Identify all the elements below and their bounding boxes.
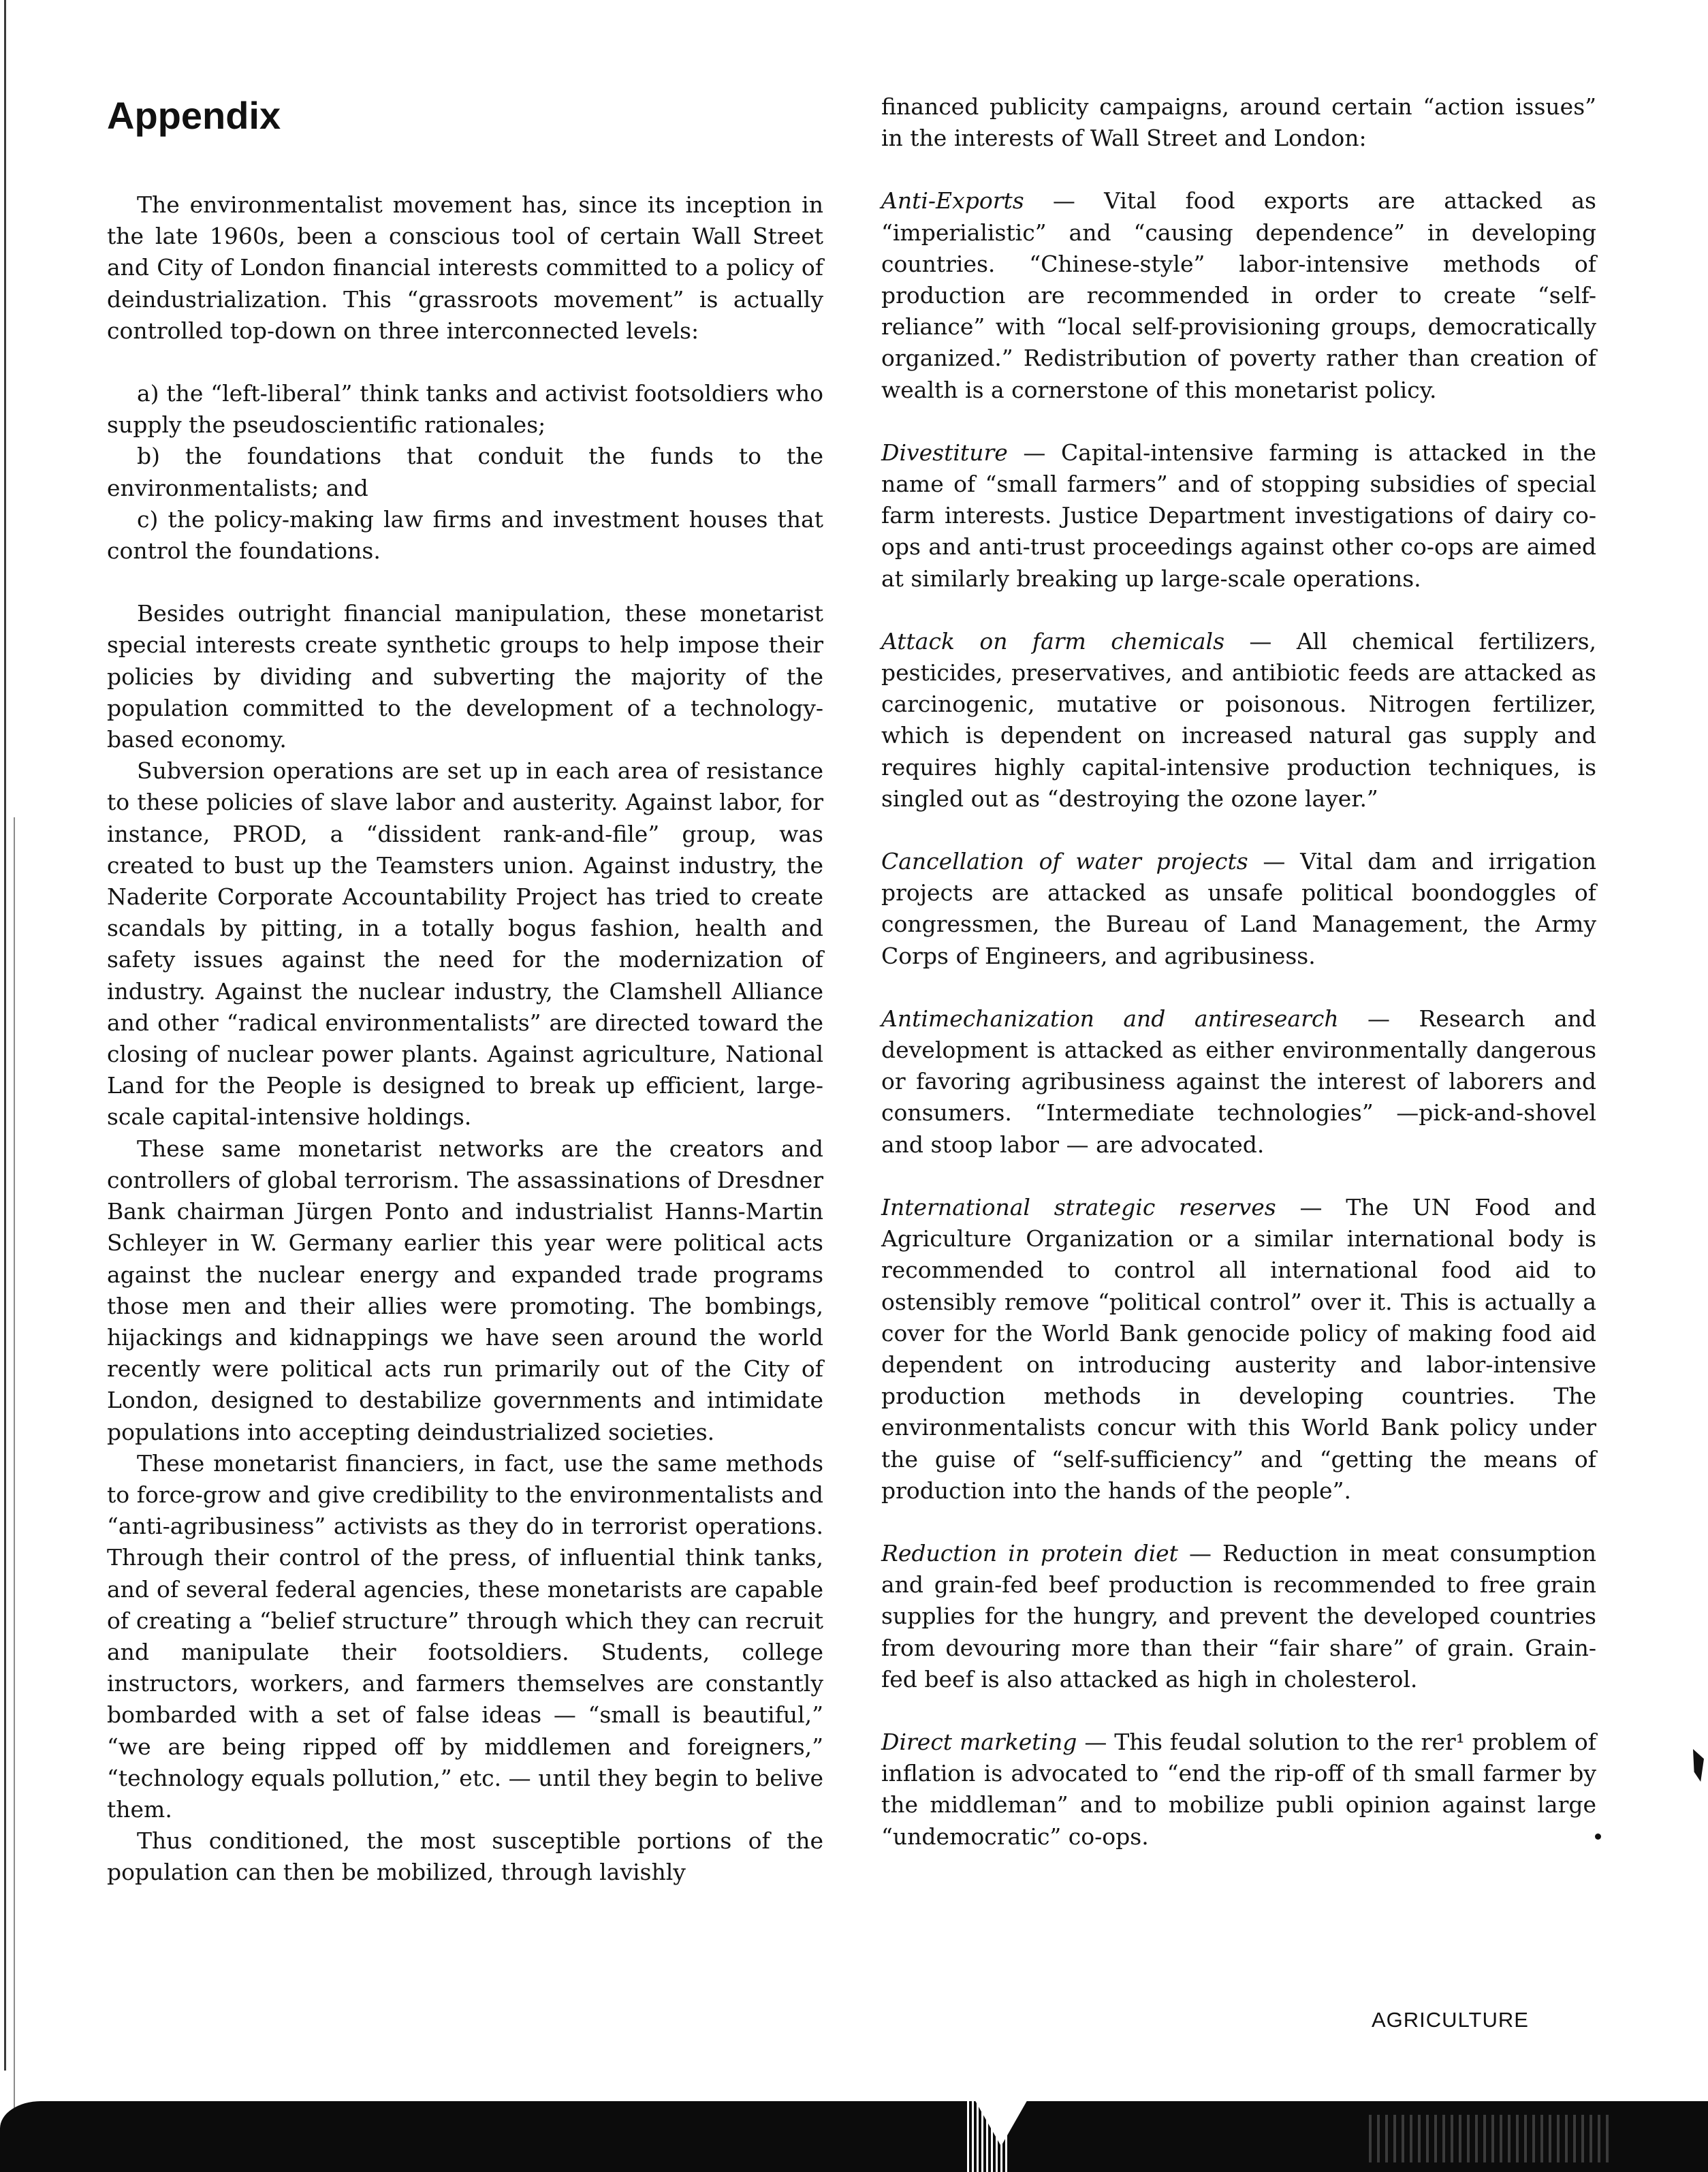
- subversion-paragraph: Subversion operations are set up in each area of resistance to these policies of slave labor and austerity. Against labor, for instance, PROD, a “dissident rank-and-file” group, was created to bust up the Teamsters union. Against industry, the Naderite Corporate Accountability Project has tried to create scandals by pitting, in a totally bogus fashion, health and safety issues against the need for the modernization of industry. Against the nuclear industry, the Clamshell Alliance and other “radical environmentalists” are directed toward the closing of nuclear power plants. Against agriculture, National Land for the People is designed to break up efficient, large-scale capital-intensive holdings.: [107, 757, 823, 1131]
- issue-strategic-reserves: [881, 1192, 1596, 1507]
- scan-notch: [974, 2098, 1028, 2146]
- issue-farm-chemicals: [881, 626, 1596, 815]
- level-a-item: a) the “left-liberal” think tanks and activist footsoldiers who supply the pseudoscientific rationales;: [107, 380, 823, 439]
- section-label: AGRICULTURE: [1372, 2008, 1529, 2032]
- scan-speckle: [1369, 2115, 1614, 2162]
- level-b-item: b) the foundations that conduit the funds to the environmentalists; and: [107, 443, 823, 501]
- terrorism-paragraph: These same monetarist networks are the creators and controllers of global terrorism. The assassinations of Dresdner Bank chairman Jürgen Ponto and industrialist Hanns-Martin Schleyer in W. Germany earlier this year were political acts against the nuclear energy and expanded trade programs those men and their allies were promoting. The bombings, hijackings and kidnappings we have seen around the world recently were political acts run primarily out of the City of London, designed to destabilize governments and intimidate populations into accepting deindustrialized societies.: [107, 1135, 823, 1445]
- issue-text: — The UN Food and Agriculture Organization or a similar international body is recommended to control all international food aid to ostensibly remove “political control” over it. This is actually a cover for the World Bank genocide policy of making food aid dependent on introducing austerity and labor-intensive production methods in developing countries. The environmentalists concur with this World Bank policy under the guise of “self-sufficiency” and “getting the means of production into the hands of the people”.: [881, 1193, 1596, 1504]
- issue-heading: Cancellation of water projects: [881, 848, 1248, 875]
- issue-anti-exports: [881, 185, 1596, 405]
- scan-bottom-border: [0, 2101, 1708, 2172]
- right-column: [881, 0, 1596, 1853]
- issue-heading: International strategic reserves: [881, 1193, 1276, 1221]
- left-column: [107, 0, 823, 1889]
- issue-heading: Anti-Exports: [881, 187, 1024, 215]
- issue-divestiture: [881, 437, 1596, 595]
- issue-text: — Vital dam and irrigation projects are attacked as unsafe political boondoggles of congressmen, the Bureau of Land Management, the Army Corps of Engineers, and agribusiness.: [881, 848, 1597, 969]
- issue-heading: Reduction in protein diet: [881, 1539, 1178, 1567]
- issue-text: — Reduction in meat consumption and grain-fed beef production is recommended to free grain supplies for the hungry, and prevent the developed countries from devouring more than their “fair share” of grain. Grain-fed beef is also attacked as high in cholesterol.: [881, 1539, 1596, 1693]
- issue-text: — Research and development is attacked as either environmentally dangerous or favoring agribusiness against the interest of laborers and consumers. “Intermediate technologies” —pick-and-shovel and stoop labor — are advocated.: [881, 1005, 1596, 1158]
- issue-heading: Antimechanization and antiresearch: [881, 1005, 1339, 1032]
- issue-antimechanization: [881, 1003, 1596, 1161]
- issue-heading: Direct marketing: [881, 1728, 1077, 1755]
- stray-dot-mark: [1595, 1833, 1601, 1840]
- intro-paragraph: The environmentalist movement has, since its inception in the late 1960s, been a conscious tool of certain Wall Street and City of London financial interests committed to a policy of deindustrialization. This “grassroots movement” is actually controlled top-down on three interconnected levels:: [107, 191, 823, 344]
- financiers-paragraph: These monetarist financiers, in fact, use the same methods to force-grow and give credibility to the environmentalists and “anti-agribusiness” activists as they do in terrorist operations. Through their control of the press, of influential think tanks, and of several federal agencies, these monetarists are capable of creating a “belief structure” through which they can recruit and manipulate their footsoldiers. Students, college instructors, workers, and farmers themselves are constantly bombarded with a set of false ideas — “small is beautiful,” “we are being ripped off by middlemen and foreigners,” “technology equals pollution,” etc. — until they begin to belive them.: [107, 1449, 823, 1823]
- thus-conditioned-paragraph: Thus conditioned, the most susceptible portions of the population can then be mobilized, through lavishly: [107, 1827, 823, 1886]
- level-c-item: c) the policy-making law firms and investment houses that control the foundations.: [107, 505, 823, 565]
- page-title: Appendix: [107, 94, 281, 137]
- continuation-paragraph: financed publicity campaigns, around certain “action issues” in the interests of Wall Street and London:: [881, 93, 1596, 152]
- issue-text: — Vital food exports are attacked as “imperialistic” and “causing dependence” in developing countries. “Chinese-style” labor-intensive methods of production are recommended in order to create “self-reliance” with “local self-provisioning groups, democratically organized.” Redistribution of poverty rather than creation of wealth is a cornerstone of this monetarist policy.: [881, 187, 1596, 403]
- issue-text: — All chemical fertilizers, pesticides, preservatives, and antibiotic feeds are attacked as carcinogenic, mutative or poisonous. Nitrogen fertilizer, which is dependent on increased natural gas supply and requires highly capital-intensive production techniques, is singled out as “destroying the ozone layer.”: [881, 627, 1596, 812]
- issue-water-projects: [881, 846, 1596, 972]
- scan-edge-shadow: [4, 0, 6, 2071]
- issue-direct-marketing: [881, 1727, 1596, 1853]
- issue-heading: Divestiture: [881, 439, 1008, 466]
- besides-paragraph: Besides outright financial manipulation, these monetarist special interests create synthetic groups to help impose their policies by dividing and subverting the majority of the population committed to the development of a technology-based economy.: [107, 600, 823, 753]
- scan-edge-line: [14, 817, 15, 2111]
- issue-text: — Capital-intensive farming is attacked in the name of “small farmers” and of stopping subsidies of special farm interests. Justice Department investigations of dairy co-ops and anti-trust proceedings against other co-ops are aimed at similarly breaking up large-scale operations.: [881, 439, 1596, 592]
- issue-text: — This feudal solution to the rer¹ problem of inflation is advocated to “end the rip-off of th small farmer by the middleman” and to mobilize publi opinion against large “undemocratic” co-ops.: [881, 1728, 1596, 1850]
- issue-heading: Attack on farm chemicals: [881, 627, 1225, 655]
- issue-protein-diet: [881, 1538, 1596, 1695]
- scan-edge-mark: [1693, 1749, 1704, 1782]
